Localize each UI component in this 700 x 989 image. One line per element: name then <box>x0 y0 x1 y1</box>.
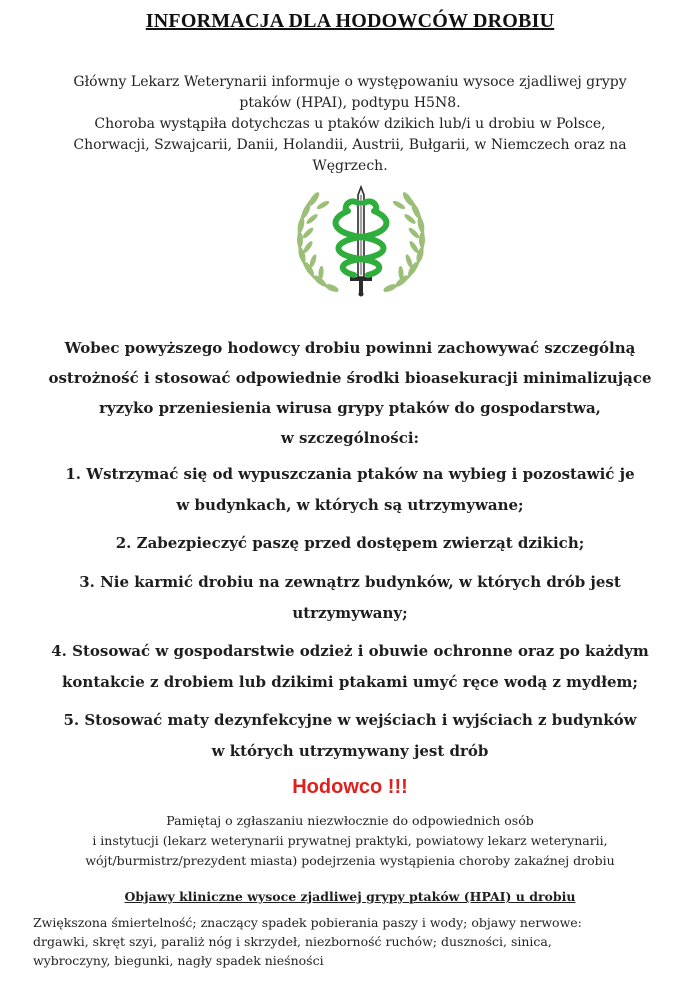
veterinary-emblem-icon <box>288 185 434 297</box>
intro-line: Chorwacji, Szwajcarii, Danii, Holandii, Austrii, Bułgarii, w Niemczech oraz na <box>73 137 627 153</box>
reminder-line: wójt/burmistrz/prezydent miasta) podejrzenia wystąpienia choroby zakaźnej drobiu <box>85 853 615 868</box>
intro-line: Główny Lekarz Weterynarii informuje o występowaniu wysoce zjadliwej grypy <box>73 74 627 90</box>
intro-line: Węgrzech. <box>312 158 388 174</box>
symptoms-heading: Objawy kliniczne wysoce zjadliwej grypy ptaków (HPAI) u drobiu <box>124 889 576 904</box>
reminder-paragraph <box>10 811 690 871</box>
item-line: w których utrzymywany jest drób <box>211 742 489 760</box>
intro-paragraph <box>20 72 680 177</box>
recommendation-item-5 <box>20 705 680 767</box>
recommendation-item-3 <box>20 567 680 629</box>
item-line: 4. Stosować w gospodarstwie odzież i obuwie ochronne oraz po każdym <box>51 642 649 660</box>
symptoms-paragraph <box>33 913 681 970</box>
item-line: 2. Zabezpieczyć paszę przed dostępem zwierząt dzikich; <box>115 534 585 552</box>
item-line: 3. Nie karmić drobiu na zewnątrz budynków, w których drób jest <box>79 573 621 591</box>
symptoms-line: wybroczyny, biegunki, nagły spadek nieśności <box>33 953 324 968</box>
warning-heading: Hodowco !!! <box>292 776 408 798</box>
reminder-line: i instytucji (lekarz weterynarii prywatnej praktyki, powiatowy lekarz weterynarii, <box>92 833 608 848</box>
page-title: INFORMACJA DLA HODOWCÓW DROBIU <box>145 10 555 32</box>
lead-line: ostrożność i stosować odpowiednie środki bioasekuracji minimalizujące <box>48 369 652 387</box>
recommendation-item-1 <box>20 459 680 521</box>
item-line: 1. Wstrzymać się od wypuszczania ptaków na wybieg i pozostawić je <box>65 465 635 483</box>
item-line: 5. Stosować maty dezynfekcyjne w wejściach i wyjściach z budynków <box>63 711 637 729</box>
recommendation-item-4 <box>20 636 680 698</box>
recommendation-item-2 <box>20 528 680 559</box>
lead-line: w szczególności: <box>280 429 420 447</box>
lead-paragraph <box>20 333 680 453</box>
laurel-wreath-icon <box>296 191 339 294</box>
intro-line: ptaków (HPAI), podtypu H5N8. <box>239 95 461 111</box>
laurel-wreath-icon <box>382 191 425 294</box>
lead-line: Wobec powyższego hodowcy drobiu powinni zachowywać szczególną <box>64 339 636 357</box>
item-line: utrzymywany; <box>292 604 408 622</box>
item-line: kontakcie z drobiem lub dzikimi ptakami umyć ręce wodą z mydłem; <box>62 673 638 691</box>
lead-line: ryzyko przeniesienia wirusa grypy ptaków do gospodarstwa, <box>99 399 601 417</box>
symptoms-line: drgawki, skręt szyi, paraliż nóg i skrzydeł, niezborność ruchów; duszności, sinica, <box>33 934 552 949</box>
reminder-line: Pamiętaj o zgłaszaniu niezwłocznie do odpowiednich osób <box>166 813 534 828</box>
item-line: w budynkach, w których są utrzymywane; <box>176 496 524 514</box>
intro-line: Choroba wystąpiła dotychczas u ptaków dzikich lub/i u drobiu w Polsce, <box>94 116 606 132</box>
symptoms-line: Zwiększona śmiertelność; znaczący spadek pobierania paszy i wody; objawy nerwowe: <box>33 915 582 930</box>
